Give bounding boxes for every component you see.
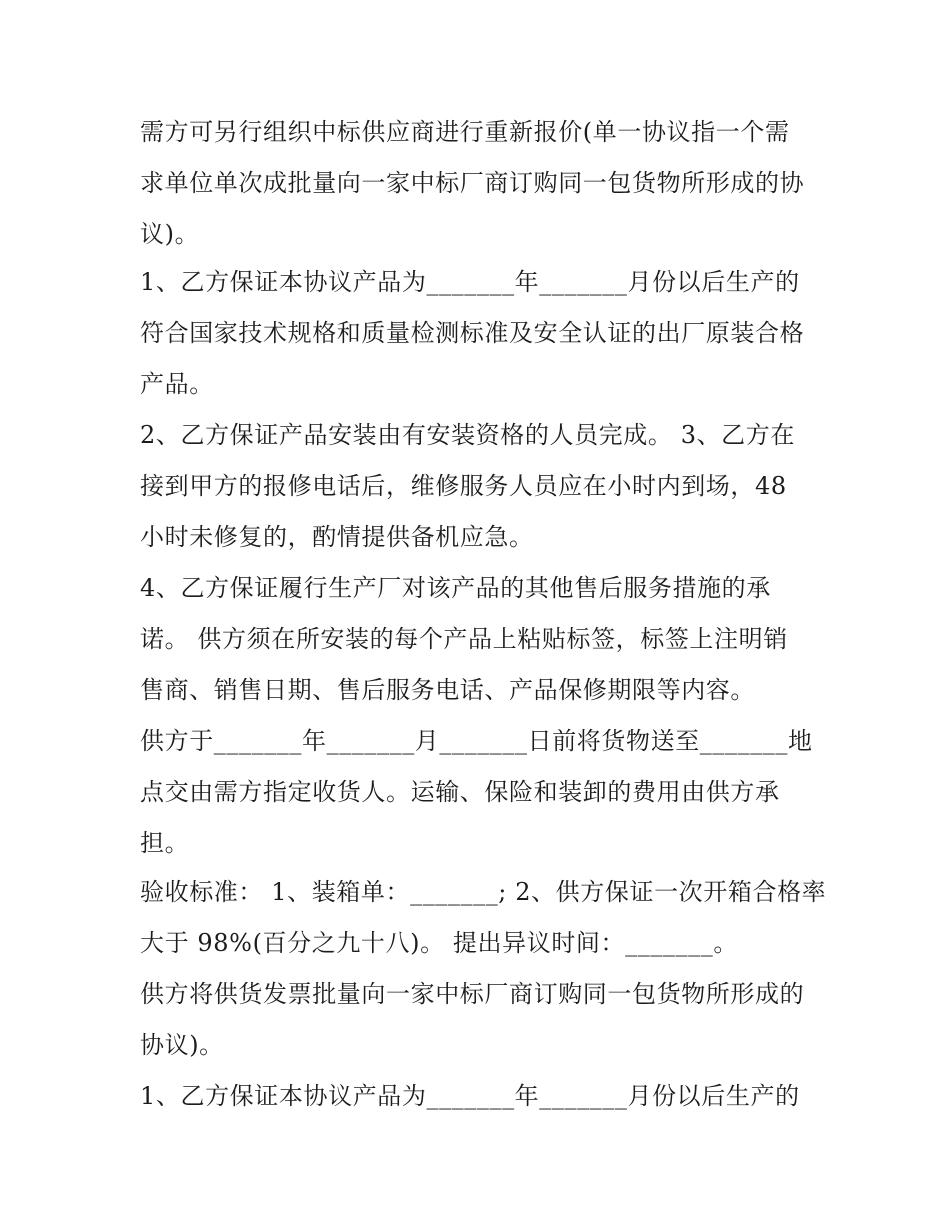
paragraph-line: 接到甲方的报修电话后，维修服务人员应在小时内到场，48 [140, 472, 787, 500]
paragraph-line: 求单位单次成批量向一家中标厂商订购同一包货物所形成的协 [140, 169, 805, 197]
paragraph-line: 供方将供货发票批量向一家中标厂商订购同一包货物所形成的 [140, 980, 805, 1008]
paragraph-line: 符合国家技术规格和质量检测标准及安全认证的出厂原装合格 [140, 319, 805, 347]
paragraph-line: 大于 98%(百分之九十八)。 提出异议时间：_______。 [140, 929, 738, 957]
paragraph-line: 需方可另行组织中标供应商进行重新报价(单一协议指一个需 [140, 118, 790, 146]
paragraph-line: 点交由需方指定收货人。运输、保险和装卸的费用由供方承 [140, 778, 780, 806]
paragraph-line: 售商、销售日期、售后服务电话、产品保修期限等内容。 [140, 676, 755, 704]
clause-1-line: 1、乙方保证本协议产品为_______年_______月份以后生产的 [140, 1082, 800, 1110]
paragraph-line: 议)。 [140, 220, 200, 248]
paragraph-line: 小时未修复的，酌情提供备机应急。 [140, 523, 534, 551]
paragraph-line: 担。 [140, 829, 190, 857]
acceptance-standard-line: 验收标准： 1、装箱单：_______; 2、供方保证一次开箱合格率 [140, 878, 827, 906]
clause-4-line: 4、乙方保证履行生产厂对该产品的其他售后服务措施的承 [140, 574, 771, 602]
paragraph-line: 诺。 供方须在所安装的每个产品上粘贴标签，标签上注明销 [140, 625, 788, 653]
clause-2-line: 2、乙方保证产品安装由有安装资格的人员完成。 3、乙方在 [140, 421, 795, 449]
paragraph-line: 产品。 [140, 370, 214, 398]
clause-1-line: 1、乙方保证本协议产品为_______年_______月份以后生产的 [140, 268, 800, 296]
paragraph-line: 协议)。 [140, 1031, 224, 1059]
delivery-line: 供方于_______年_______月_______日前将货物送至_______地 [140, 727, 813, 755]
